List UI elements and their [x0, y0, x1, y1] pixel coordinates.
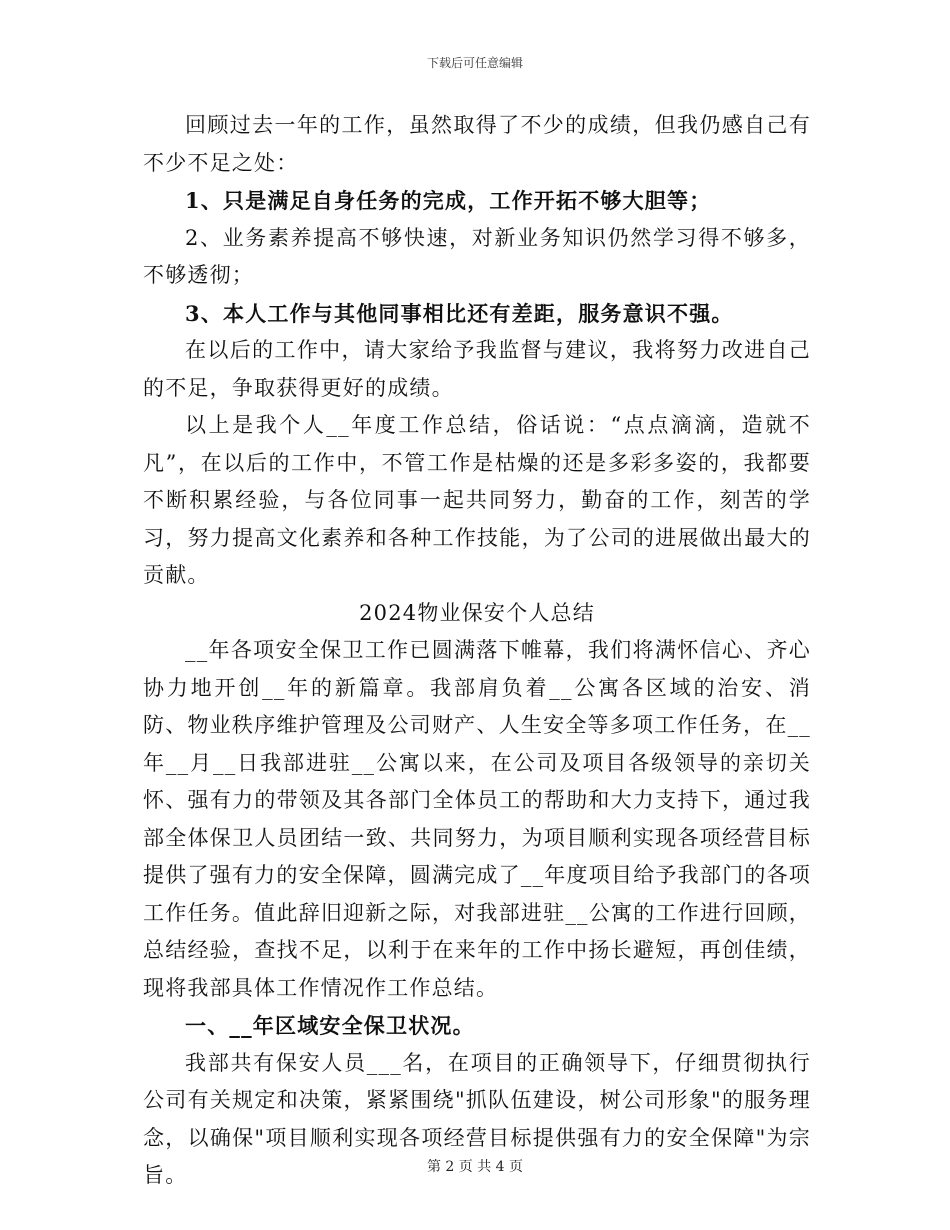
header-note: 下载后可任意编辑 — [426, 56, 523, 70]
subheading-security-status: 一、__年区域安全保卫状况。 — [185, 1013, 475, 1038]
paragraph-closing: 以上是我个人__年度工作总结，俗话说：“点点滴滴，造就不凡”，在以后的工作中，不管工作是枯燥的还是多彩多姿的，我都要不断积累经验，与各位同事一起共同努力，勤奋的工作，刻苦的学习，努力提高文化素养和各种工作技能，为了公司的进展做出最大的贡献。 — [143, 413, 811, 587]
paragraph-point-2: 2、业务素养提高不够快速，对新业务知识仍然学习得不够多，不够透彻； — [143, 225, 811, 287]
paragraph-point-3: 3、本人工作与其他同事相比还有差距，服务意识不强。 — [185, 300, 734, 326]
paragraph-section-intro: __年各项安全保卫工作已圆满落下帷幕，我们将满怀信心、齐心协力地开创__年的新篇章。我部肩负着__公寓各区域的治安、消防、物业秩序维护管理及公司财产、人生安全等多项工作任务，在__年__月__日我部进驻__公寓以来，在公司及项目各级领导的亲切关怀、强有力的带领及其各部门全体员工的帮助和大力支持下，通过我部全体保卫人员团结一致、共同努力，为项目顺利实现各项经营目标提供了强有力的安全保障，圆满完成了__年度项目给予我部门的各项工作任务。值此辞旧迎新之际，对我部进驻__公寓的工作进行回顾，总结经验，查找不足，以利于在来年的工作中扬长避短，再创佳绩，现将我部具体工作情况作工作总结。 — [143, 638, 811, 1000]
paragraph-review: 回顾过去一年的工作，虽然取得了不少的成绩，但我仍感自己有不少不足之处： — [143, 113, 811, 175]
page-number: 第 2 页 共 4 页 — [426, 1159, 524, 1175]
paragraph-point-1: 1、只是满足自身任务的完成，工作开拓不够大胆等； — [185, 188, 712, 213]
paragraph-staff: 我部共有保安人员___名，在项目的正确领导下，仔细贯彻执行公司有关规定和决策，紧紧围绕"抓队伍建设，树公司形象"的服务理念，以确保"项目顺利实现各项经营目标提供强有力的安全保障"为宗旨。 — [143, 1050, 811, 1187]
section-title: 2024物业保安个人总结 — [359, 600, 595, 625]
paragraph-future: 在以后的工作中，请大家给予我监督与建议，我将努力改进自己的不足，争取获得更好的成绩。 — [143, 338, 811, 400]
document-body — [143, 107, 811, 1195]
